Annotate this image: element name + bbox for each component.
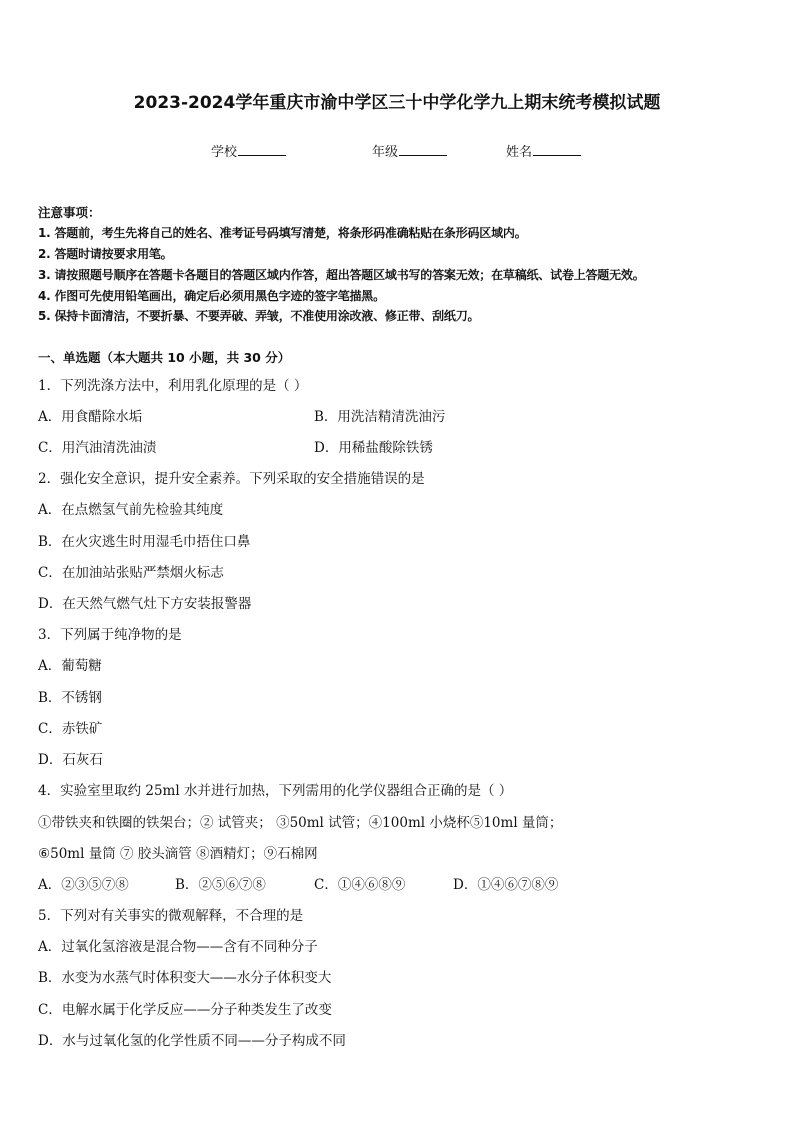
grade-blank bbox=[399, 143, 447, 156]
notes-heading: 注意事项： bbox=[38, 205, 101, 220]
section-heading: 一、单选题（本大题共 10 小题，共 30 分） bbox=[38, 350, 291, 365]
question-2-option-b: B．在火灾逃生时用湿毛巾捂住口鼻 bbox=[38, 534, 251, 550]
question-3-option-d: D．石灰石 bbox=[38, 752, 103, 768]
question-1-option-b: B．用洗洁精清洗油污 bbox=[314, 409, 446, 425]
page-title: 2023-2024学年重庆市渝中学区三十中学化学九上期末统考模拟试题 bbox=[133, 93, 661, 113]
question-1-stem: 1．下列洗涤方法中，利用乳化原理的是（ ） bbox=[38, 378, 308, 394]
name-label: 姓名 bbox=[506, 145, 533, 160]
question-4-option-d: D．①④⑥⑦⑧⑨ bbox=[453, 877, 559, 893]
question-5-option-d: D．水与过氧化氢的化学性质不同——分子构成不同 bbox=[38, 1033, 346, 1049]
school-blank bbox=[238, 143, 286, 156]
question-5-option-a: A．过氧化氢溶液是混合物——含有不同种分子 bbox=[38, 939, 318, 955]
question-1-option-a: A．用食醋除水垢 bbox=[38, 409, 143, 425]
question-1-option-d: D．用稀盐酸除铁锈 bbox=[314, 440, 433, 456]
question-2-option-c: C．在加油站张贴严禁烟火标志 bbox=[38, 565, 224, 581]
question-3-option-a: A．葡萄糖 bbox=[38, 658, 102, 674]
name-blank bbox=[533, 143, 581, 156]
question-2-stem: 2．强化安全意识，提升安全素养。下列采取的安全措施错误的是 bbox=[38, 471, 425, 487]
question-5-option-b: B．水变为水蒸气时体积变大——水分子体积变大 bbox=[38, 970, 332, 986]
student-info-row bbox=[0, 141, 794, 161]
question-2-option-d: D．在天然气燃气灶下方安装报警器 bbox=[38, 596, 252, 612]
note-item: 2. 答题时请按要求用笔。 bbox=[38, 247, 173, 261]
question-4-option-c: C．①④⑥⑧⑨ bbox=[314, 877, 406, 893]
note-item: 5. 保持卡面清洁，不要折暴、不要弄破、弄皱，不准使用涂改液、修正带、刮纸刀。 bbox=[38, 309, 480, 323]
note-item: 1. 答题前，考生先将自己的姓名、准考证号码填写清楚，将条形码准确粘贴在条形码区域内。 bbox=[38, 226, 527, 240]
question-5-stem: 5．下列对有关事实的微观解释，不合理的是 bbox=[38, 908, 304, 924]
name-field bbox=[506, 141, 581, 160]
question-4-option-b: B．②⑤⑥⑦⑧ bbox=[175, 877, 266, 893]
question-5-option-c: C．电解水属于化学反应——分子种类发生了改变 bbox=[38, 1002, 332, 1018]
note-item: 4. 作图可先使用铅笔画出，确定后必须用黑色字迹的签字笔描黑。 bbox=[38, 289, 385, 303]
question-3-option-c: C．赤铁矿 bbox=[38, 721, 103, 737]
grade-field bbox=[372, 141, 447, 160]
question-4-stem: 4．实验室里取约 25ml 水并进行加热，下列需用的化学仪器组合正确的是（ ） bbox=[38, 783, 513, 799]
school-field bbox=[211, 141, 286, 160]
question-2-option-a: A．在点燃氢气前先检验其纯度 bbox=[38, 502, 224, 518]
question-4-option-a: A．②③⑤⑦⑧ bbox=[38, 877, 129, 893]
question-1-option-c: C．用汽油清洗油渍 bbox=[38, 440, 157, 456]
question-3-option-b: B．不锈钢 bbox=[38, 690, 102, 706]
note-item: 3. 请按照题号顺序在答题卡各题目的答题区域内作答，超出答题区域书写的答案无效；在草稿纸、试卷上答题无效。 bbox=[38, 268, 645, 282]
question-3-stem: 3．下列属于纯净物的是 bbox=[38, 627, 182, 643]
question-4-items-line-2: ⑥50ml 量筒 ⑦ 胶头滴管 ⑧酒精灯；⑨石棉网 bbox=[38, 846, 318, 862]
school-label: 学校 bbox=[211, 145, 238, 160]
grade-label: 年级 bbox=[372, 145, 399, 160]
question-4-items-line-1: ①带铁夹和铁圈的铁架台；② 试管夹； ③50ml 试管；④100ml 小烧杯⑤10ml 量筒； bbox=[38, 815, 563, 831]
